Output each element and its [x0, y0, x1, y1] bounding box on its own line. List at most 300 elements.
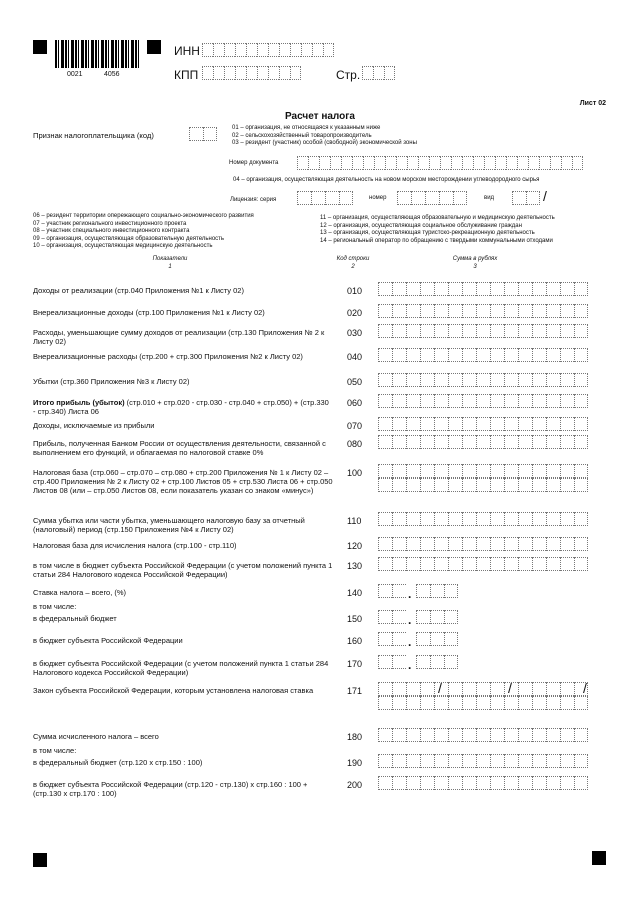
char-cell[interactable]	[392, 632, 406, 646]
char-cell[interactable]	[434, 417, 448, 431]
char-cell[interactable]	[574, 348, 588, 362]
char-cell[interactable]	[504, 304, 518, 318]
char-cell[interactable]	[539, 156, 550, 170]
char-cell[interactable]	[560, 512, 574, 526]
row-050-value-field[interactable]	[378, 373, 588, 387]
char-cell[interactable]	[532, 282, 546, 296]
char-cell[interactable]	[462, 696, 476, 710]
char-cell[interactable]	[416, 655, 430, 669]
row-130-value-field[interactable]	[378, 557, 588, 571]
char-cell[interactable]	[406, 776, 420, 790]
char-cell[interactable]	[490, 394, 504, 408]
char-cell[interactable]	[504, 696, 518, 710]
char-cell[interactable]	[420, 435, 434, 449]
char-cell[interactable]	[434, 394, 448, 408]
char-cell[interactable]	[323, 43, 334, 57]
char-cell[interactable]	[518, 776, 532, 790]
char-cell[interactable]	[378, 324, 392, 338]
char-cell[interactable]	[246, 43, 257, 57]
char-cell[interactable]	[420, 348, 434, 362]
char-cell[interactable]	[518, 348, 532, 362]
char-cell[interactable]	[462, 557, 476, 571]
char-cell[interactable]	[504, 776, 518, 790]
char-cell[interactable]	[392, 512, 406, 526]
char-cell[interactable]	[546, 348, 560, 362]
char-cell[interactable]	[378, 537, 392, 551]
char-cell[interactable]	[490, 348, 504, 362]
char-cell[interactable]	[430, 610, 444, 624]
char-cell[interactable]	[434, 754, 448, 768]
row-100-value-field-2[interactable]	[378, 478, 588, 492]
char-cell[interactable]	[384, 66, 395, 80]
char-cell[interactable]	[396, 156, 407, 170]
char-cell[interactable]	[279, 43, 290, 57]
char-cell[interactable]	[574, 373, 588, 387]
char-cell[interactable]	[517, 156, 528, 170]
char-cell[interactable]	[574, 394, 588, 408]
char-cell[interactable]	[420, 682, 434, 696]
row-040-value-field[interactable]	[378, 348, 588, 362]
row-140-value-field[interactable]	[378, 584, 458, 601]
char-cell[interactable]	[444, 655, 458, 669]
char-cell[interactable]	[490, 435, 504, 449]
char-cell[interactable]	[189, 127, 203, 141]
char-cell[interactable]	[462, 282, 476, 296]
row-160-value-field[interactable]	[378, 632, 458, 649]
char-cell[interactable]	[378, 584, 392, 598]
char-cell[interactable]	[448, 435, 462, 449]
char-cell[interactable]	[532, 696, 546, 710]
char-cell[interactable]	[420, 557, 434, 571]
char-cell[interactable]	[476, 348, 490, 362]
char-cell[interactable]	[560, 776, 574, 790]
row-060-value-field[interactable]	[378, 394, 588, 408]
char-cell[interactable]	[504, 478, 518, 492]
char-cell[interactable]	[490, 682, 504, 696]
char-cell[interactable]	[434, 512, 448, 526]
char-cell[interactable]	[490, 728, 504, 742]
char-cell[interactable]	[378, 754, 392, 768]
char-cell[interactable]	[476, 557, 490, 571]
taxpayer-code-field[interactable]	[189, 127, 217, 141]
char-cell[interactable]	[532, 557, 546, 571]
char-cell[interactable]	[546, 557, 560, 571]
inn-field[interactable]	[202, 43, 334, 57]
char-cell[interactable]	[308, 156, 319, 170]
char-cell[interactable]	[378, 348, 392, 362]
char-cell[interactable]	[546, 478, 560, 492]
char-cell[interactable]	[392, 348, 406, 362]
char-cell[interactable]	[235, 66, 246, 80]
char-cell[interactable]	[504, 417, 518, 431]
char-cell[interactable]	[518, 682, 532, 696]
doc-number-field[interactable]	[297, 156, 583, 170]
char-cell[interactable]	[532, 512, 546, 526]
char-cell[interactable]	[518, 417, 532, 431]
char-cell[interactable]	[448, 394, 462, 408]
char-cell[interactable]	[448, 754, 462, 768]
char-cell[interactable]	[434, 776, 448, 790]
char-cell[interactable]	[518, 696, 532, 710]
char-cell[interactable]	[434, 728, 448, 742]
char-cell[interactable]	[420, 696, 434, 710]
char-cell[interactable]	[406, 512, 420, 526]
char-cell[interactable]	[476, 435, 490, 449]
char-cell[interactable]	[406, 754, 420, 768]
char-cell[interactable]	[279, 66, 290, 80]
char-cell[interactable]	[504, 512, 518, 526]
char-cell[interactable]	[462, 156, 473, 170]
char-cell[interactable]	[504, 557, 518, 571]
char-cell[interactable]	[397, 191, 411, 205]
char-cell[interactable]	[504, 373, 518, 387]
char-cell[interactable]	[560, 324, 574, 338]
char-cell[interactable]	[420, 282, 434, 296]
char-cell[interactable]	[476, 728, 490, 742]
char-cell[interactable]	[378, 512, 392, 526]
char-cell[interactable]	[532, 464, 546, 478]
char-cell[interactable]	[392, 696, 406, 710]
char-cell[interactable]	[411, 191, 425, 205]
char-cell[interactable]	[546, 696, 560, 710]
char-cell[interactable]	[448, 537, 462, 551]
char-cell[interactable]	[462, 478, 476, 492]
char-cell[interactable]	[453, 191, 467, 205]
row-190-value-field[interactable]	[378, 754, 588, 768]
char-cell[interactable]	[574, 417, 588, 431]
char-cell[interactable]	[330, 156, 341, 170]
char-cell[interactable]	[560, 682, 574, 696]
license-series-field[interactable]	[297, 191, 353, 205]
char-cell[interactable]	[546, 512, 560, 526]
char-cell[interactable]	[518, 557, 532, 571]
char-cell[interactable]	[476, 373, 490, 387]
char-cell[interactable]	[420, 512, 434, 526]
char-cell[interactable]	[378, 557, 392, 571]
char-cell[interactable]	[392, 655, 406, 669]
char-cell[interactable]	[392, 754, 406, 768]
char-cell[interactable]	[462, 417, 476, 431]
char-cell[interactable]	[532, 304, 546, 318]
char-cell[interactable]	[504, 537, 518, 551]
char-cell[interactable]	[462, 776, 476, 790]
char-cell[interactable]	[560, 557, 574, 571]
char-cell[interactable]	[378, 478, 392, 492]
char-cell[interactable]	[561, 156, 572, 170]
char-cell[interactable]	[560, 537, 574, 551]
char-cell[interactable]	[392, 435, 406, 449]
char-cell[interactable]	[574, 464, 588, 478]
row-171-value-field[interactable]	[378, 682, 588, 696]
char-cell[interactable]	[518, 464, 532, 478]
char-cell[interactable]	[451, 156, 462, 170]
char-cell[interactable]	[546, 682, 560, 696]
char-cell[interactable]	[504, 728, 518, 742]
char-cell[interactable]	[434, 348, 448, 362]
char-cell[interactable]	[490, 557, 504, 571]
char-cell[interactable]	[385, 156, 396, 170]
char-cell[interactable]	[532, 373, 546, 387]
char-cell[interactable]	[319, 156, 330, 170]
char-cell[interactable]	[476, 512, 490, 526]
char-cell[interactable]	[546, 776, 560, 790]
char-cell[interactable]	[448, 728, 462, 742]
row-070-value-field[interactable]	[378, 417, 588, 431]
char-cell[interactable]	[504, 394, 518, 408]
char-cell[interactable]	[574, 696, 588, 710]
char-cell[interactable]	[378, 682, 392, 696]
char-cell[interactable]	[490, 464, 504, 478]
row-100-value-field[interactable]	[378, 464, 588, 478]
char-cell[interactable]	[444, 632, 458, 646]
char-cell[interactable]	[560, 394, 574, 408]
char-cell[interactable]	[512, 191, 526, 205]
char-cell[interactable]	[528, 156, 539, 170]
char-cell[interactable]	[392, 537, 406, 551]
char-cell[interactable]	[476, 394, 490, 408]
char-cell[interactable]	[420, 373, 434, 387]
char-cell[interactable]	[495, 156, 506, 170]
char-cell[interactable]	[532, 324, 546, 338]
license-number-field[interactable]	[397, 191, 467, 205]
char-cell[interactable]	[406, 696, 420, 710]
char-cell[interactable]	[476, 478, 490, 492]
char-cell[interactable]	[546, 754, 560, 768]
char-cell[interactable]	[574, 324, 588, 338]
char-cell[interactable]	[297, 191, 311, 205]
char-cell[interactable]	[484, 156, 495, 170]
char-cell[interactable]	[434, 324, 448, 338]
char-cell[interactable]	[574, 478, 588, 492]
char-cell[interactable]	[325, 191, 339, 205]
char-cell[interactable]	[378, 610, 392, 624]
char-cell[interactable]	[268, 43, 279, 57]
char-cell[interactable]	[392, 610, 406, 624]
char-cell[interactable]	[434, 304, 448, 318]
char-cell[interactable]	[462, 537, 476, 551]
char-cell[interactable]	[352, 156, 363, 170]
char-cell[interactable]	[406, 537, 420, 551]
char-cell[interactable]	[476, 417, 490, 431]
char-cell[interactable]	[434, 696, 448, 710]
char-cell[interactable]	[546, 417, 560, 431]
char-cell[interactable]	[392, 776, 406, 790]
char-cell[interactable]	[560, 728, 574, 742]
char-cell[interactable]	[462, 512, 476, 526]
char-cell[interactable]	[518, 754, 532, 768]
char-cell[interactable]	[504, 464, 518, 478]
row-120-value-field[interactable]	[378, 537, 588, 551]
char-cell[interactable]	[504, 754, 518, 768]
char-cell[interactable]	[444, 610, 458, 624]
char-cell[interactable]	[392, 464, 406, 478]
char-cell[interactable]	[378, 394, 392, 408]
char-cell[interactable]	[297, 156, 308, 170]
char-cell[interactable]	[462, 394, 476, 408]
char-cell[interactable]	[550, 156, 561, 170]
char-cell[interactable]	[518, 373, 532, 387]
char-cell[interactable]	[448, 696, 462, 710]
char-cell[interactable]	[430, 655, 444, 669]
char-cell[interactable]	[532, 417, 546, 431]
char-cell[interactable]	[420, 304, 434, 318]
char-cell[interactable]	[560, 435, 574, 449]
char-cell[interactable]	[532, 435, 546, 449]
char-cell[interactable]	[406, 557, 420, 571]
char-cell[interactable]	[392, 282, 406, 296]
char-cell[interactable]	[406, 282, 420, 296]
char-cell[interactable]	[518, 324, 532, 338]
char-cell[interactable]	[392, 304, 406, 318]
char-cell[interactable]	[406, 348, 420, 362]
char-cell[interactable]	[448, 512, 462, 526]
char-cell[interactable]	[444, 584, 458, 598]
char-cell[interactable]	[420, 324, 434, 338]
char-cell[interactable]	[290, 43, 301, 57]
char-cell[interactable]	[473, 156, 484, 170]
char-cell[interactable]	[504, 324, 518, 338]
char-cell[interactable]	[420, 537, 434, 551]
char-cell[interactable]	[406, 478, 420, 492]
char-cell[interactable]	[462, 304, 476, 318]
char-cell[interactable]	[448, 348, 462, 362]
char-cell[interactable]	[362, 66, 373, 80]
char-cell[interactable]	[434, 464, 448, 478]
char-cell[interactable]	[560, 478, 574, 492]
char-cell[interactable]	[532, 478, 546, 492]
char-cell[interactable]	[476, 682, 490, 696]
char-cell[interactable]	[476, 324, 490, 338]
char-cell[interactable]	[439, 191, 453, 205]
char-cell[interactable]	[434, 435, 448, 449]
char-cell[interactable]	[572, 156, 583, 170]
row-030-value-field[interactable]	[378, 324, 588, 338]
char-cell[interactable]	[392, 682, 406, 696]
char-cell[interactable]	[448, 682, 462, 696]
char-cell[interactable]	[213, 66, 224, 80]
row-170-value-field[interactable]	[378, 655, 458, 672]
char-cell[interactable]	[374, 156, 385, 170]
char-cell[interactable]	[341, 156, 352, 170]
license-type-field[interactable]	[512, 191, 540, 205]
char-cell[interactable]	[420, 394, 434, 408]
char-cell[interactable]	[392, 478, 406, 492]
char-cell[interactable]	[406, 417, 420, 431]
char-cell[interactable]	[490, 478, 504, 492]
char-cell[interactable]	[224, 66, 235, 80]
char-cell[interactable]	[378, 373, 392, 387]
char-cell[interactable]	[434, 282, 448, 296]
char-cell[interactable]	[518, 512, 532, 526]
char-cell[interactable]	[490, 282, 504, 296]
char-cell[interactable]	[448, 557, 462, 571]
char-cell[interactable]	[574, 776, 588, 790]
char-cell[interactable]	[257, 43, 268, 57]
char-cell[interactable]	[406, 394, 420, 408]
char-cell[interactable]	[378, 728, 392, 742]
char-cell[interactable]	[406, 682, 420, 696]
char-cell[interactable]	[560, 282, 574, 296]
char-cell[interactable]	[224, 43, 235, 57]
char-cell[interactable]	[448, 417, 462, 431]
char-cell[interactable]	[504, 282, 518, 296]
char-cell[interactable]	[406, 728, 420, 742]
char-cell[interactable]	[378, 632, 392, 646]
char-cell[interactable]	[312, 43, 323, 57]
char-cell[interactable]	[462, 435, 476, 449]
char-cell[interactable]	[532, 776, 546, 790]
char-cell[interactable]	[448, 324, 462, 338]
char-cell[interactable]	[518, 728, 532, 742]
char-cell[interactable]	[532, 682, 546, 696]
char-cell[interactable]	[373, 66, 384, 80]
char-cell[interactable]	[560, 348, 574, 362]
char-cell[interactable]	[462, 348, 476, 362]
char-cell[interactable]	[532, 348, 546, 362]
row-180-value-field[interactable]	[378, 728, 588, 742]
row-080-value-field[interactable]	[378, 435, 588, 449]
char-cell[interactable]	[416, 610, 430, 624]
char-cell[interactable]	[420, 754, 434, 768]
char-cell[interactable]	[392, 373, 406, 387]
char-cell[interactable]	[546, 373, 560, 387]
char-cell[interactable]	[378, 417, 392, 431]
char-cell[interactable]	[448, 373, 462, 387]
char-cell[interactable]	[392, 557, 406, 571]
char-cell[interactable]	[406, 304, 420, 318]
char-cell[interactable]	[406, 324, 420, 338]
char-cell[interactable]	[440, 156, 451, 170]
char-cell[interactable]	[406, 435, 420, 449]
char-cell[interactable]	[462, 682, 476, 696]
char-cell[interactable]	[420, 728, 434, 742]
char-cell[interactable]	[462, 373, 476, 387]
char-cell[interactable]	[532, 537, 546, 551]
char-cell[interactable]	[392, 417, 406, 431]
char-cell[interactable]	[560, 696, 574, 710]
char-cell[interactable]	[546, 394, 560, 408]
char-cell[interactable]	[546, 728, 560, 742]
char-cell[interactable]	[462, 464, 476, 478]
char-cell[interactable]	[425, 191, 439, 205]
char-cell[interactable]	[532, 394, 546, 408]
kpp-field[interactable]	[202, 66, 301, 80]
char-cell[interactable]	[420, 417, 434, 431]
char-cell[interactable]	[392, 324, 406, 338]
char-cell[interactable]	[462, 324, 476, 338]
char-cell[interactable]	[462, 754, 476, 768]
char-cell[interactable]	[490, 512, 504, 526]
char-cell[interactable]	[574, 728, 588, 742]
char-cell[interactable]	[378, 282, 392, 296]
char-cell[interactable]	[301, 43, 312, 57]
char-cell[interactable]	[504, 435, 518, 449]
char-cell[interactable]	[434, 373, 448, 387]
char-cell[interactable]	[429, 156, 440, 170]
char-cell[interactable]	[462, 728, 476, 742]
char-cell[interactable]	[448, 464, 462, 478]
char-cell[interactable]	[378, 435, 392, 449]
char-cell[interactable]	[268, 66, 279, 80]
char-cell[interactable]	[574, 512, 588, 526]
row-020-value-field[interactable]	[378, 304, 588, 318]
char-cell[interactable]	[430, 584, 444, 598]
char-cell[interactable]	[476, 776, 490, 790]
char-cell[interactable]	[476, 754, 490, 768]
char-cell[interactable]	[518, 435, 532, 449]
char-cell[interactable]	[213, 43, 224, 57]
char-cell[interactable]	[546, 435, 560, 449]
